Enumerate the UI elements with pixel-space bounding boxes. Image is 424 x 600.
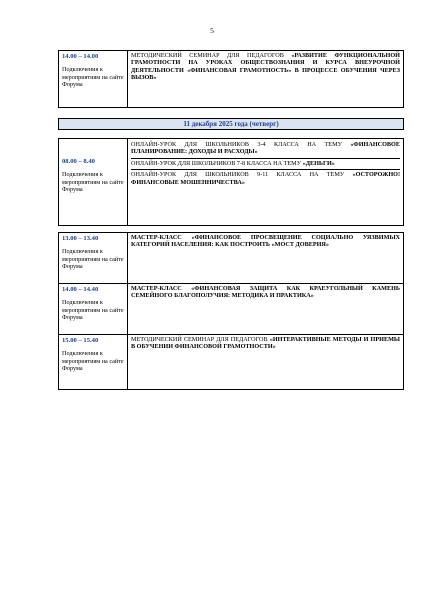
connect-note: Подключения к мероприятиям на сайте Форума [62,350,124,372]
event-description [128,335,404,390]
event-title: «ФИНАНСОВОЕ ПРОСВЕЩЕНИЕ СОЦИАЛЬНО УЯЗВИМЫХ КАТЕГОРИЙ НАСЕЛЕНИЯ: КАК ПОСТРОИТЬ «МОСТ ДОВЕРИЯ» [131,234,400,249]
page-number: 5 [210,26,214,35]
schedule-table-1 [58,50,404,108]
table-row [59,51,404,108]
connect-note: Подключения к мероприятиям на сайте Форума [62,66,124,88]
time-cell [59,139,128,226]
event-type: МЕТОДИЧЕСКИЙ СЕМИНАР ДЛЯ ПЕДАГОГОВ [131,52,292,59]
connect-note: Подключения к мероприятиям на сайте Форума [62,171,124,193]
time-cell [59,51,128,108]
event-title: «ФИНАНСОВАЯ ЗАЩИТА КАК КРАЕУГОЛЬНЫЙ КАМЕНЬ СЕМЕЙНОГО БЛАГОПОЛУЧИЯ: МЕТОДИКА И ПРАКТИКА» [131,285,400,300]
lesson-item [131,140,400,159]
time-cell [59,335,128,390]
lesson-type: ОНЛАЙН-УРОК ДЛЯ ШКОЛЬНИКОВ 3-4 КЛАССА НА ТЕМУ [131,141,351,148]
date-heading: 11 декабря 2025 года (четверг) [58,118,404,130]
event-title: «РАЗВИТИЕ ФУНКЦИОНАЛЬНОЙ ГРАМОТНОСТИ НА УРОКАХ ОБЩЕСТВОЗНАНИЯ И КУРСА ВНЕУРОЧНОЙ ДЕЯТЕЛЬНОСТИ «ФИНАНСОВАЯ ГРАМОТНОСТЬ» В ПРОЦЕССЕ ОБУЧЕНИЯ ЧЕРЕЗ ВЫЗОВ» [131,52,400,82]
event-type: МАСТЕР-КЛАСС [131,234,192,241]
event-time: 13.00 – 13.40 [62,235,99,242]
event-title: «ИНТЕРАКТИВНЫЕ МЕТОДЫ И ПРИЕМЫ В ОБУЧЕНИИ ФИНАНСОВОЙ ГРАМОТНОСТИ» [131,336,401,351]
event-description [128,233,404,284]
time-cell [59,284,128,335]
event-time: 14.00 – 14.40 [62,286,99,293]
table-row [59,233,404,284]
event-type: МАСТЕР-КЛАСС [131,285,192,292]
event-description [128,284,404,335]
event-time: 15.00 – 15.40 [62,337,99,344]
schedule-table-3 [58,232,404,390]
table-row [59,335,404,390]
lessons-cell [128,139,404,226]
event-time: 14.00 – 14.00 [62,53,99,60]
table-row [59,284,404,335]
lesson-item [131,170,400,188]
lesson-title: «ФИНАНСОВОЕ ПЛАНИРОВАНИЕ: ДОХОДЫ И РАСХОДЫ» [131,141,400,156]
connect-note: Подключения к мероприятиям на сайте Форума [62,299,124,321]
event-type: МЕТОДИЧЕСКИЙ СЕМИНАР ДЛЯ ПЕДАГОГОВ [131,336,270,343]
lesson-title: «ДЕНЬГИ» [302,159,335,167]
lesson-item [131,159,400,170]
event-time: 08.00 – 8.40 [62,158,95,165]
schedule-table-2 [58,138,404,226]
lesson-type: ОНЛАЙН-УРОК ДЛЯ ШКОЛЬНИКОВ 7-8 КЛАССА НА ТЕМУ [131,159,303,167]
event-description [128,51,404,108]
time-cell [59,233,128,284]
connect-note: Подключения к мероприятиям на сайте Форума [62,248,124,270]
table-row [59,139,404,226]
lesson-type: ОНЛАЙН-УРОК ДЛЯ ШКОЛЬНИКОВ 9-11 КЛАССА НА ТЕМУ [131,171,353,179]
lesson-title: «ОСТОРОЖНО! ФИНАНСОВЫЕ МОШЕННИЧЕСТВА» [131,171,400,186]
